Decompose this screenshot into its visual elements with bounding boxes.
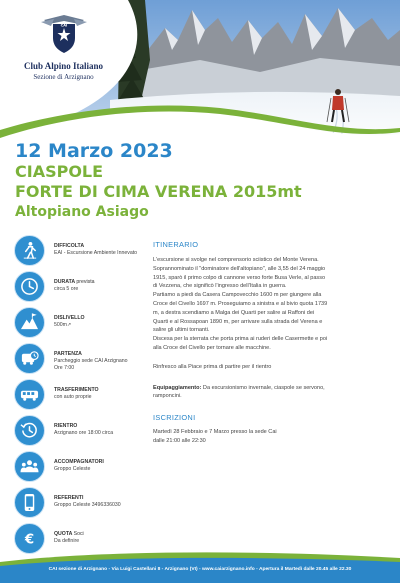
itinerary-line: alla Croce del Civello per tornare alle macchine. [153, 344, 271, 351]
info-label: DISLIVELLO [54, 315, 85, 321]
info-value: Groppo Celeste 3496336030 [54, 502, 121, 508]
info-label: TRASFERIMENTO [54, 387, 99, 393]
info-value: Arzignano ore 18:00 circa [54, 430, 114, 436]
info-value: con auto proprie [54, 394, 92, 400]
refreshment-note: Rinfresco alla Piace prima di partire per il rientro [153, 363, 272, 370]
info-transfer [14, 379, 149, 413]
svg-text:€: € [24, 532, 35, 548]
event-area: Altopiano Asiago [15, 204, 149, 220]
info-contacts [14, 487, 149, 521]
itinerary-line: Discesa per la sterrata che porta prima ai ruderi delle Casermette e poi [153, 336, 328, 343]
itinerary-line: m, a destra scendiamo a Malga dei Quarti per salire ai Raffoni dei [153, 309, 315, 316]
itinerary-line: Quarti e al Rossapoan 1890 m, per arrivare sulla strada del Verena e [153, 318, 323, 325]
info-value: Da definire [54, 538, 80, 544]
equipment-text: Da escursionismo invernale, ciaspole se servono, [201, 384, 325, 391]
registration-title: ISCRIZIONI [153, 413, 196, 423]
mountain-icon [14, 307, 45, 338]
footer-text: CAI sezione di Arzignano - Via Luigi Castellani 8 - Arzignano (VI) - www.caiarzignano.info - Apertura il Martedì dalle 20.45 alle 22.30 [48, 567, 352, 572]
footer [0, 550, 400, 583]
event-titles [15, 140, 395, 222]
info-elevation [14, 307, 149, 341]
info-label: QUOTA Soci [54, 531, 84, 537]
itinerary-line: di Vezzena, che significò l'ingresso dell'Italia in guerra. [153, 283, 287, 290]
registration-line: Martedì 28 Febbraio e 7 Marzo presso la sede Cai [153, 429, 277, 436]
cai-emblem-icon [39, 14, 89, 54]
itinerary-line: Partiamo a piedi da Casera Campovecchio 1600 m per giungere alla [153, 292, 322, 299]
info-label: DURATA prevista [54, 279, 95, 285]
coach-icon [14, 379, 45, 410]
registration-line: dalle 21:00 alle 22:30 [153, 437, 206, 444]
itinerary-line: 1915, sparò il primo colpo di cannone verso forte Busa Verle, al passo [153, 274, 326, 281]
info-label: ACCOMPAGNATORI [54, 459, 104, 465]
phone-icon [14, 487, 45, 518]
itinerary-description [153, 256, 385, 353]
info-label: PARTENZA [54, 351, 82, 357]
info-difficulty [14, 235, 149, 269]
event-activity: CIASPOLE [15, 162, 104, 181]
info-label: RIENTRO [54, 423, 78, 429]
info-value: Parcheggio sede CAI Arzignano Ore 7:00 [54, 358, 128, 371]
header [0, 0, 400, 148]
itinerary-section [153, 240, 385, 446]
info-departure [14, 343, 149, 377]
org-section: Sezione di Arzignano [33, 73, 94, 81]
cai-logo-letters: CAI [60, 23, 67, 28]
info-duration [14, 271, 149, 305]
info-value: EAI - Escursione Ambiente Innevato [54, 250, 138, 256]
itinerary-line: L'escursione si svolge nel comprensorio sciistico del Monte Verena. [153, 257, 319, 263]
clock-icon [14, 271, 45, 302]
info-value: 500m↗ [54, 322, 72, 328]
equipment-label: Equipaggiamento: [153, 384, 202, 391]
cai-logo [16, 14, 111, 81]
event-destination: FORTE DI CIMA VERENA 2015mt [15, 182, 302, 201]
info-return [14, 415, 149, 449]
info-value: Groppo Celeste [54, 466, 91, 472]
itinerary-line: Soprannominato il "dominatore dell'altopiano", alle 3,55 del 24 maggio [153, 265, 326, 272]
registration-info [153, 428, 385, 446]
info-label: REFERENTI [54, 495, 84, 501]
equipment-text-2: ramponcini. [153, 393, 182, 400]
itinerary-line: salire gli ultimi tornanti. [153, 327, 210, 334]
info-label: DIFFICOLTA [54, 243, 85, 249]
org-name: Club Alpino Italiano [23, 61, 104, 71]
equipment-note [153, 384, 385, 402]
itinerary-title: ITINERARIO [153, 240, 199, 249]
itinerary-line: Croce del Civello 1697 m. Proseguiamo a sinistra e al bivio quota 1739 [153, 300, 328, 307]
return-clock-icon [14, 415, 45, 446]
bus-icon [14, 343, 45, 374]
info-guides [14, 451, 149, 485]
event-date: 12 Marzo 2023 [15, 140, 173, 162]
hiker-icon [14, 235, 45, 266]
info-value: circa 5 ore [54, 286, 79, 292]
group-icon [14, 451, 45, 482]
